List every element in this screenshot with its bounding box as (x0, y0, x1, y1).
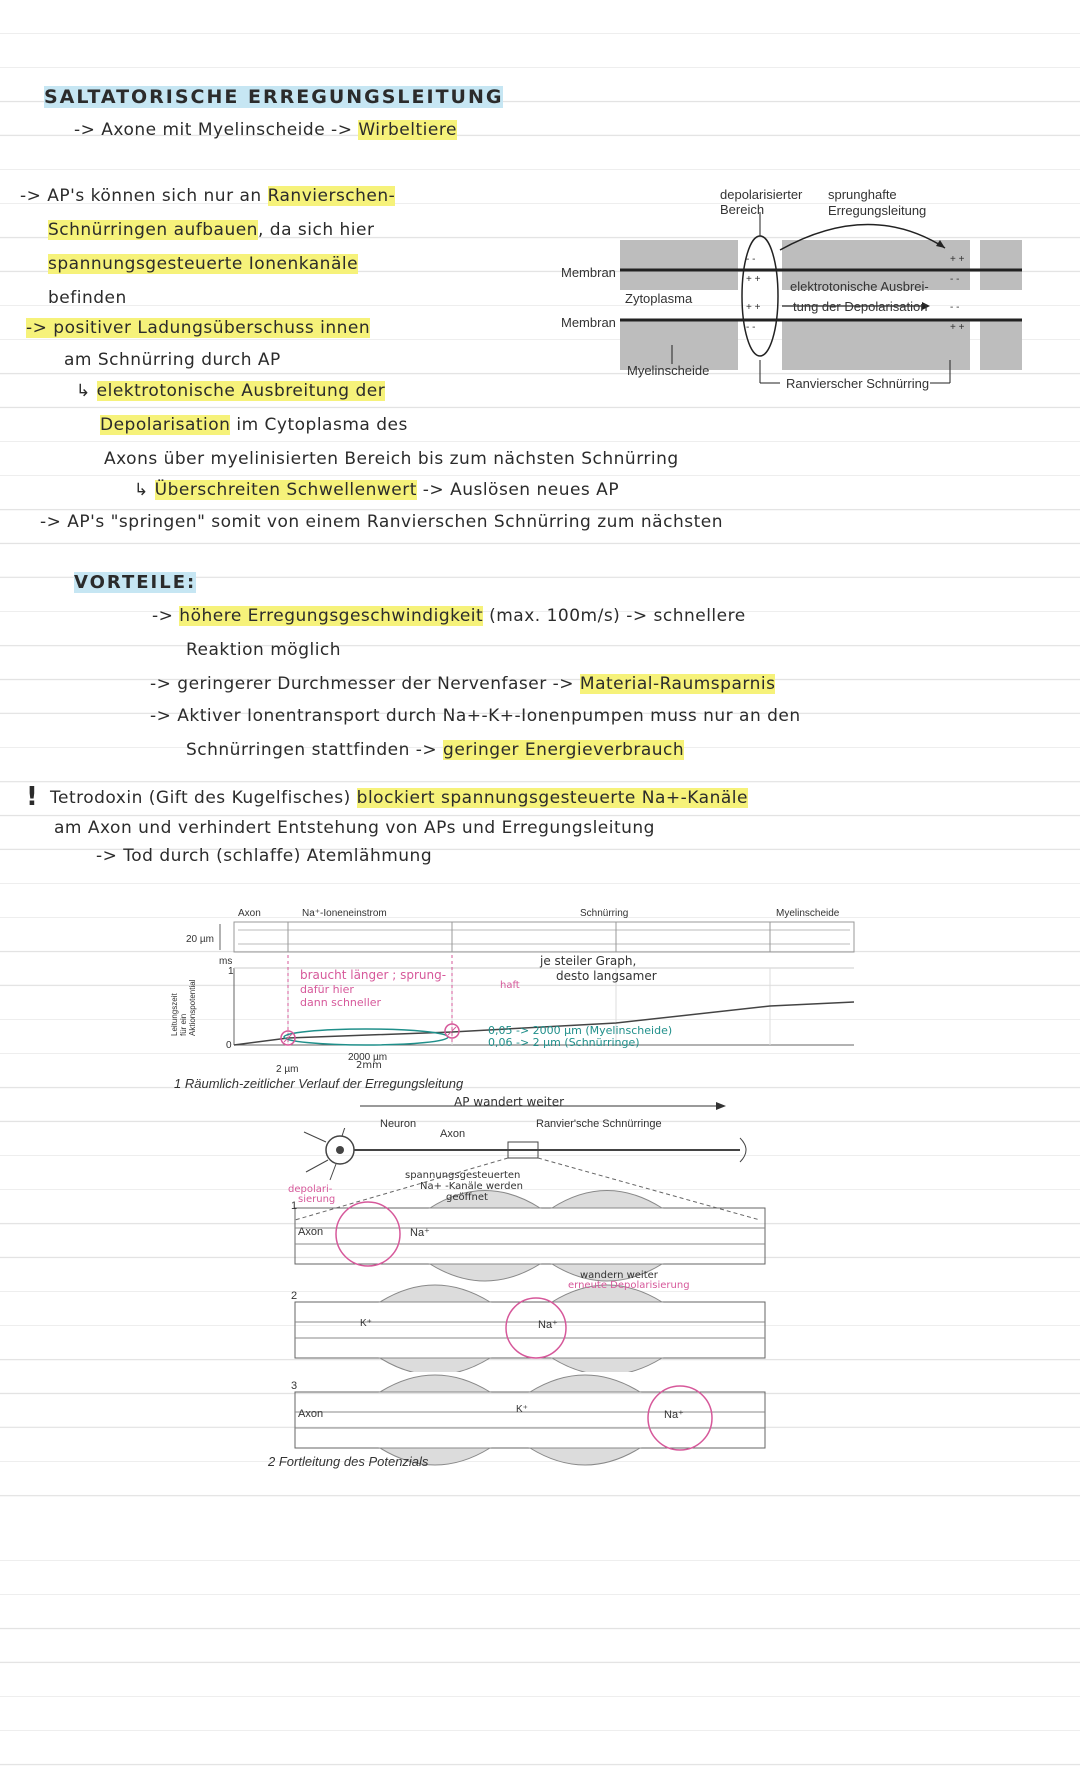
advantage-text: -> geringerer Durchmesser der Nervenfaser -> (150, 674, 575, 694)
myelin-segment-right-bottom (980, 320, 1022, 370)
label-elek2: tung der Depolarisation (793, 299, 928, 314)
charge-plus-right-top: + + (950, 254, 965, 265)
label-depol2: Bereich (720, 202, 765, 217)
panel-1-axon (295, 1208, 765, 1264)
label-jump: sprunghafte (828, 187, 897, 202)
fig2-depol-note: depolari- (288, 1184, 333, 1195)
p1-pink-circle (336, 1202, 400, 1266)
label-myelinscheide: Myelinscheide (627, 363, 710, 378)
note-line-1 (20, 186, 395, 206)
p1-myelin-top-2 (552, 1191, 662, 1209)
dendrite-2 (306, 1160, 328, 1172)
advantage-highlight: höhere Erregungsgeschwindigkeit (179, 606, 484, 626)
note-highlight: Schnürringen aufbauen (48, 220, 258, 240)
note-text: -> Auslösen neues AP (416, 480, 620, 500)
fig1-x2000-label: 2000 µm (348, 1052, 388, 1063)
fig2-na-1: Na⁺ (410, 1227, 430, 1239)
label-zytoplasma: Zytoplasma (625, 291, 693, 306)
fig2-na-3: Na⁺ (664, 1409, 684, 1421)
fig1-tick-1: 1 (228, 966, 234, 977)
fig1-note-haft: haft (500, 980, 520, 991)
fig2-neuron-label: Neuron (380, 1118, 417, 1130)
fig2-caption: 2 Fortleitung des Potenzials (268, 1454, 429, 1469)
charge-minus-right-bottom: - - (950, 302, 960, 313)
note-highlight: -> positiver Ladungsüberschuss innen (26, 318, 371, 338)
charge-minus-top: - - (746, 254, 756, 265)
dendrite-1 (304, 1132, 326, 1142)
fig1-ms-label: ms (219, 956, 233, 967)
fig2-move-note-1: wandern weiter (580, 1270, 658, 1281)
dendrite-3 (330, 1164, 336, 1180)
dendrite-4 (342, 1128, 346, 1136)
fig2-channel-note-3: geöffnet (446, 1192, 488, 1203)
advantage-2 (150, 674, 775, 694)
note-text: -> AP's können sich nur an (20, 186, 262, 206)
fig2-axon-label: Axon (440, 1128, 466, 1140)
fig1-note-myelin-value: 0,05 -> 2000 µm (Myelinscheide) (488, 1024, 673, 1037)
note-text: im Cytoplasma des (230, 415, 408, 435)
charge-minus-right-top: - - (950, 274, 960, 285)
subtitle (74, 120, 457, 140)
label-jump2: Erregungsleitung (828, 203, 927, 218)
panel-1 (295, 1191, 765, 1282)
note-arrow: ↳ (134, 480, 149, 500)
advantage-text: Schnürringen stattfinden -> (186, 740, 438, 760)
page-title-text: SALTATORISCHE ERREGUNGSLEITUNG (44, 86, 504, 108)
fig1-caption: 1 Räumlich-zeitlicher Verlauf der Erregungsleitung (174, 1076, 464, 1091)
fig1-note-longer: braucht länger ; sprung- (300, 968, 447, 982)
advantage-text: (max. 100m/s) -> schnellere (483, 606, 746, 626)
fig1-schnurring-label: Schnürring (580, 908, 629, 919)
note-highlight: spannungsgesteuerte Ionenkanäle (48, 254, 359, 274)
p2-myelin-bottom-1 (380, 1358, 490, 1372)
fig2-ap-moves: AP wandert weiter (454, 1095, 565, 1109)
note-line-9: Axons über myelinisierten Bereich bis zum nächsten Schnürring (104, 449, 679, 469)
label-elek1: elektrotonische Ausbrei- (790, 279, 929, 294)
advantage-3: -> Aktiver Ionentransport durch Na+-K+-Ionenpumpen muss nur an den (150, 706, 801, 726)
fig1-note-steep: je steiler Graph, (540, 954, 637, 968)
charge-minus-bottom: - - (746, 322, 756, 333)
note-line-10 (134, 480, 619, 500)
charge-plus-top: + + (746, 274, 761, 285)
note-line-8 (100, 415, 408, 435)
fig1-na-inflow-label: Na⁺-Ioneneinstrom (302, 908, 387, 919)
advantages-heading-text: VORTEILE: (74, 572, 197, 593)
zoom-line-right (538, 1158, 760, 1220)
note-text: , da sich hier (257, 220, 375, 240)
note-line-5 (26, 318, 370, 338)
fig1-ylabel-2: für ein (179, 1013, 188, 1036)
fig2-ranvier-label: Ranvier'sche Schnürringe (536, 1118, 662, 1130)
label-membran-bottom: Membran (561, 315, 616, 330)
p2-myelin-top-1 (380, 1285, 490, 1302)
axon-terminal (740, 1138, 746, 1162)
panel-3-axon (295, 1392, 765, 1448)
fig2-depol-note-2: sierung (298, 1194, 336, 1205)
warning-mark: ! (26, 782, 39, 812)
p3-myelin-top-2 (530, 1375, 640, 1392)
fig2-num-3: 3 (291, 1380, 298, 1392)
label-membran-top: Membran (561, 265, 616, 280)
note-highlight: elektrotonische Ausbreitung der (96, 381, 386, 401)
note-highlight: Ranvierschen- (267, 186, 396, 206)
subtitle-highlight: Wirbeltiere (358, 120, 457, 140)
myelin-segment-right-top (980, 240, 1022, 290)
fig1-x2-label: 2 µm (276, 1064, 299, 1075)
note-line-3 (48, 254, 358, 274)
advantage-3b (186, 740, 684, 760)
fig2-num-1: 1 (291, 1200, 298, 1212)
note-highlight: Depolarisation (100, 415, 231, 435)
fig2-axon-3: Axon (298, 1408, 324, 1420)
note-line-6: am Schnürring durch AP (64, 350, 281, 370)
warning-text: Tetrodoxin (Gift des Kugelfisches) (50, 788, 351, 808)
note-highlight: Überschreiten Schwellenwert (154, 480, 417, 500)
fig1-ylabel (170, 980, 197, 1036)
fig1-myelin-label: Myelinscheide (776, 908, 840, 919)
note-line-11: -> AP's "springen" somit von einem Ranvierschen Schnürring zum nächsten (40, 512, 723, 532)
advantage-highlight: Material-Raumsparnis (579, 674, 776, 694)
myelin-segment-left-top (620, 240, 738, 290)
p3-myelin-bottom-2 (530, 1448, 640, 1465)
advantage-highlight: geringer Energieverbrauch (443, 740, 685, 760)
warning-line-2: am Axon und verhindert Entstehung von APs und Erregungsleitung (54, 818, 655, 838)
p1-myelin-bottom-1 (430, 1264, 540, 1281)
note-line-7 (76, 381, 385, 401)
axon-outline (234, 922, 854, 952)
fig2-k-3: K⁺ (516, 1404, 528, 1415)
neuron-nucleus (336, 1146, 344, 1154)
fig1-note-node-value: 0,06 -> 2 µm (Schnürringe) (488, 1036, 640, 1049)
fig2-move-note-2: erneute Depolarisierung (568, 1280, 690, 1291)
p3-myelin-top-1 (380, 1375, 490, 1392)
fig2-top-arrow (360, 1098, 730, 1112)
fig2-axon-1: Axon (298, 1226, 324, 1238)
advantage-arrow: -> (152, 606, 174, 626)
fig1-tick-0: 0 (226, 1040, 232, 1051)
conduction-time-graph (170, 910, 870, 1080)
subtitle-text: -> Axone mit Myelinscheide -> (74, 120, 353, 140)
fig1-scale-label: 20 µm (186, 934, 214, 945)
fig2-num-2: 2 (291, 1290, 298, 1302)
fig1-ylabel-1: Leitungszeit (170, 993, 179, 1036)
fig1-ylabel-3: Aktionspotential (188, 979, 197, 1036)
warning-line-3: -> Tod durch (schlaffe) Atemlähmung (96, 846, 433, 866)
note-line-2 (48, 220, 374, 240)
page-title (44, 86, 503, 108)
fig1-axon-label: Axon (238, 908, 261, 919)
warning-line-1 (50, 788, 748, 808)
panel-2-axon (295, 1302, 765, 1358)
p2-myelin-bottom-2 (552, 1358, 662, 1372)
fig1-note-here: dafür hier (300, 983, 354, 996)
charge-plus-bottom: + + (746, 302, 761, 313)
warning-highlight: blockiert spannungsgesteuerte Na+-Kanäle (356, 788, 748, 808)
note-line-4: befinden (48, 288, 127, 308)
advantage-1b: Reaktion möglich (186, 640, 342, 660)
label-ranvier: Ranvierscher Schnürring (786, 376, 930, 391)
advantage-1 (152, 606, 746, 626)
myelin-segment-mid-bottom (782, 320, 970, 370)
fig2-na-2: Na⁺ (538, 1319, 558, 1331)
fig2-k-2: K⁺ (360, 1318, 372, 1329)
label-depol: depolarisierter (720, 187, 803, 202)
fig1-note-slower: desto langsamer (556, 969, 657, 983)
charge-plus-right-bottom: + + (950, 322, 965, 333)
fig1-x2mm-note: 2mm (356, 1060, 382, 1071)
note-arrow: ↳ (76, 381, 91, 401)
fig2-channel-note-2: Na+ -Kanäle werden (420, 1181, 523, 1192)
fig2-channel-note-1: spannungsgesteuerten (405, 1170, 521, 1181)
fig1-note-faster: dann schneller (300, 996, 382, 1009)
advantages-heading (74, 572, 196, 593)
